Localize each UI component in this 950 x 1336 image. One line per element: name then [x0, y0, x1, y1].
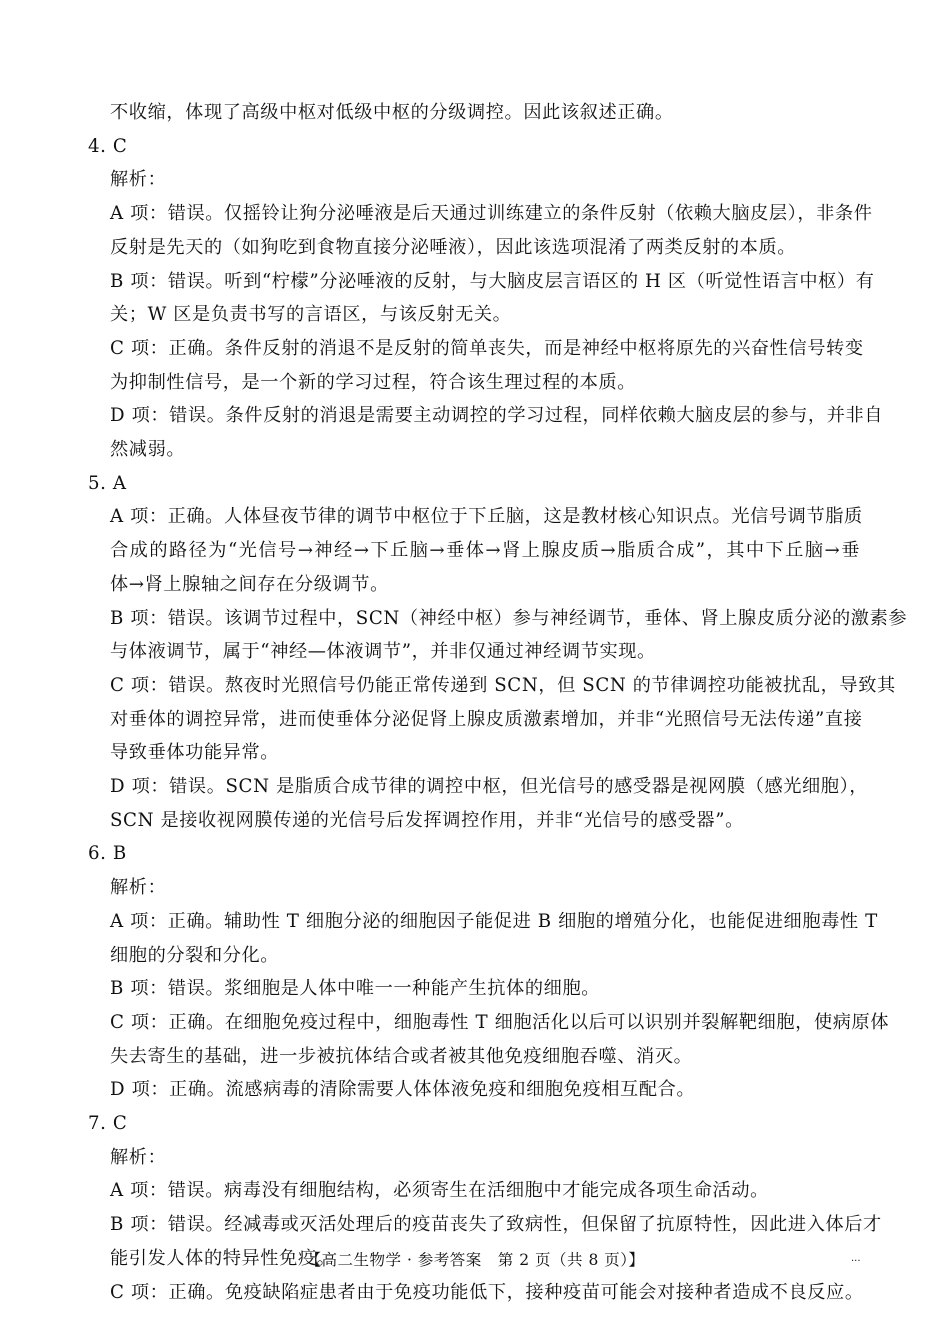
- text-line: B 项：错误。该调节过程中，SCN（神经中枢）参与神经调节，垂体、肾上腺皮质分泌的激素参: [110, 607, 908, 629]
- text-line: D 项：错误。条件反射的消退是需要主动调控的学习过程，同样依赖大脑皮层的参与，并非自: [110, 405, 884, 427]
- text-line: A 项：错误。病毒没有细胞结构，必须寄生在活细胞中才能完成各项生命活动。: [110, 1180, 769, 1202]
- text-line: B 项：错误。浆细胞是人体中唯一一种能产生抗体的细胞。: [110, 978, 601, 1000]
- text-line: C 项：正确。条件反射的消退不是反射的简单丧失，而是神经中枢将原先的兴奋性信号转变: [110, 337, 864, 359]
- page-footer: 【高二生物学 · 参考答案 第 2 页（共 8 页）】: [305, 1251, 645, 1269]
- question-answer-heading: 7. C: [88, 1113, 128, 1134]
- text-line: C 项：正确。免疫缺陷症患者由于免疫功能低下，接种疫苗可能会对接种者造成不良反应。: [110, 1281, 864, 1303]
- text-line: 关；W 区是负责书写的言语区，与该反射无关。: [110, 304, 512, 326]
- text-line: B 项：错误。听到“柠檬”分泌唾液的反射，与大脑皮层言语区的 H 区（听觉性语言中枢）有: [110, 270, 875, 292]
- text-line: SCN 是接收视网膜传递的光信号后发挥调控作用，并非“光信号的感受器”。: [110, 809, 744, 831]
- text-line: D 项：正确。流感病毒的清除需要人体体液免疫和细胞免疫相互配合。: [110, 1079, 696, 1101]
- text-line: 解析：: [110, 169, 167, 191]
- text-line: 不收缩，体现了高级中枢对低级中枢的分级调控。因此该叙述正确。: [110, 102, 674, 123]
- text-line: 对垂体的调控异常，进而使垂体分泌促肾上腺皮质激素增加，并非“光照信号无法传递”直接: [110, 708, 863, 730]
- text-line: 失去寄生的基础，进一步被抗体结合或者被其他免疫细胞吞噬、消灭。: [110, 1045, 693, 1067]
- text-line: 然减弱。: [110, 439, 186, 460]
- question-answer-heading: 5. A: [88, 472, 127, 494]
- text-line: 解析：: [110, 877, 167, 899]
- text-line: A 项：正确。人体昼夜节律的调节中枢位于下丘脑，这是教材核心知识点。光信号调节脂质: [110, 506, 863, 528]
- text-line: B 项：错误。经减毒或灭活处理后的疫苗丧失了致病性，但保留了抗原特性，因此进入体后才: [110, 1214, 882, 1236]
- question-answer-heading: 4. C: [88, 135, 128, 157]
- text-line: 解析：: [110, 1146, 167, 1168]
- text-line: 为抑制性信号，是一个新的学习过程，符合该生理过程的本质。: [110, 371, 637, 393]
- text-line: 细胞的分裂和分化。: [110, 944, 280, 966]
- text-line: A 项：错误。仅摇铃让狗分泌唾液是后天通过训练建立的条件反射（依赖大脑皮层），非条件: [110, 203, 873, 225]
- text-line: 合成的路径为“光信号→神经→下丘脑→垂体→肾上腺皮质→脂质合成”，其中下丘脑→垂: [110, 540, 860, 562]
- text-line: A 项：正确。辅助性 T 细胞分泌的细胞因子能促进 B 细胞的增殖分化，也能促进细胞毒性 T: [110, 910, 878, 932]
- text-line: D 项：错误。SCN 是脂质合成节律的调控中枢，但光信号的感受器是视网膜（感光细胞），: [110, 776, 869, 797]
- text-line: C 项：正确。在细胞免疫过程中，细胞毒性 T 细胞活化以后可以识别并裂解靶细胞，使病原体: [110, 1011, 890, 1033]
- text-line: 能引发人体的特异性免疫。: [110, 1247, 336, 1269]
- text-line: 与体液调节，属于“神经—体液调节”，并非仅通过神经调节实现。: [110, 641, 656, 663]
- corner-mark: ...: [851, 1253, 861, 1264]
- question-answer-heading: 6. B: [88, 843, 127, 865]
- text-line: 反射是先天的（如狗吃到食物直接分泌唾液），因此该选项混淆了两类反射的本质。: [110, 236, 797, 258]
- text-line: C 项：错误。熬夜时光照信号仍能正常传递到 SCN，但 SCN 的节律调控功能被扰乱，导致其: [110, 674, 896, 696]
- text-line: 导致垂体功能异常。: [110, 742, 280, 764]
- text-line: 体→肾上腺轴之间存在分级调节。: [110, 573, 389, 595]
